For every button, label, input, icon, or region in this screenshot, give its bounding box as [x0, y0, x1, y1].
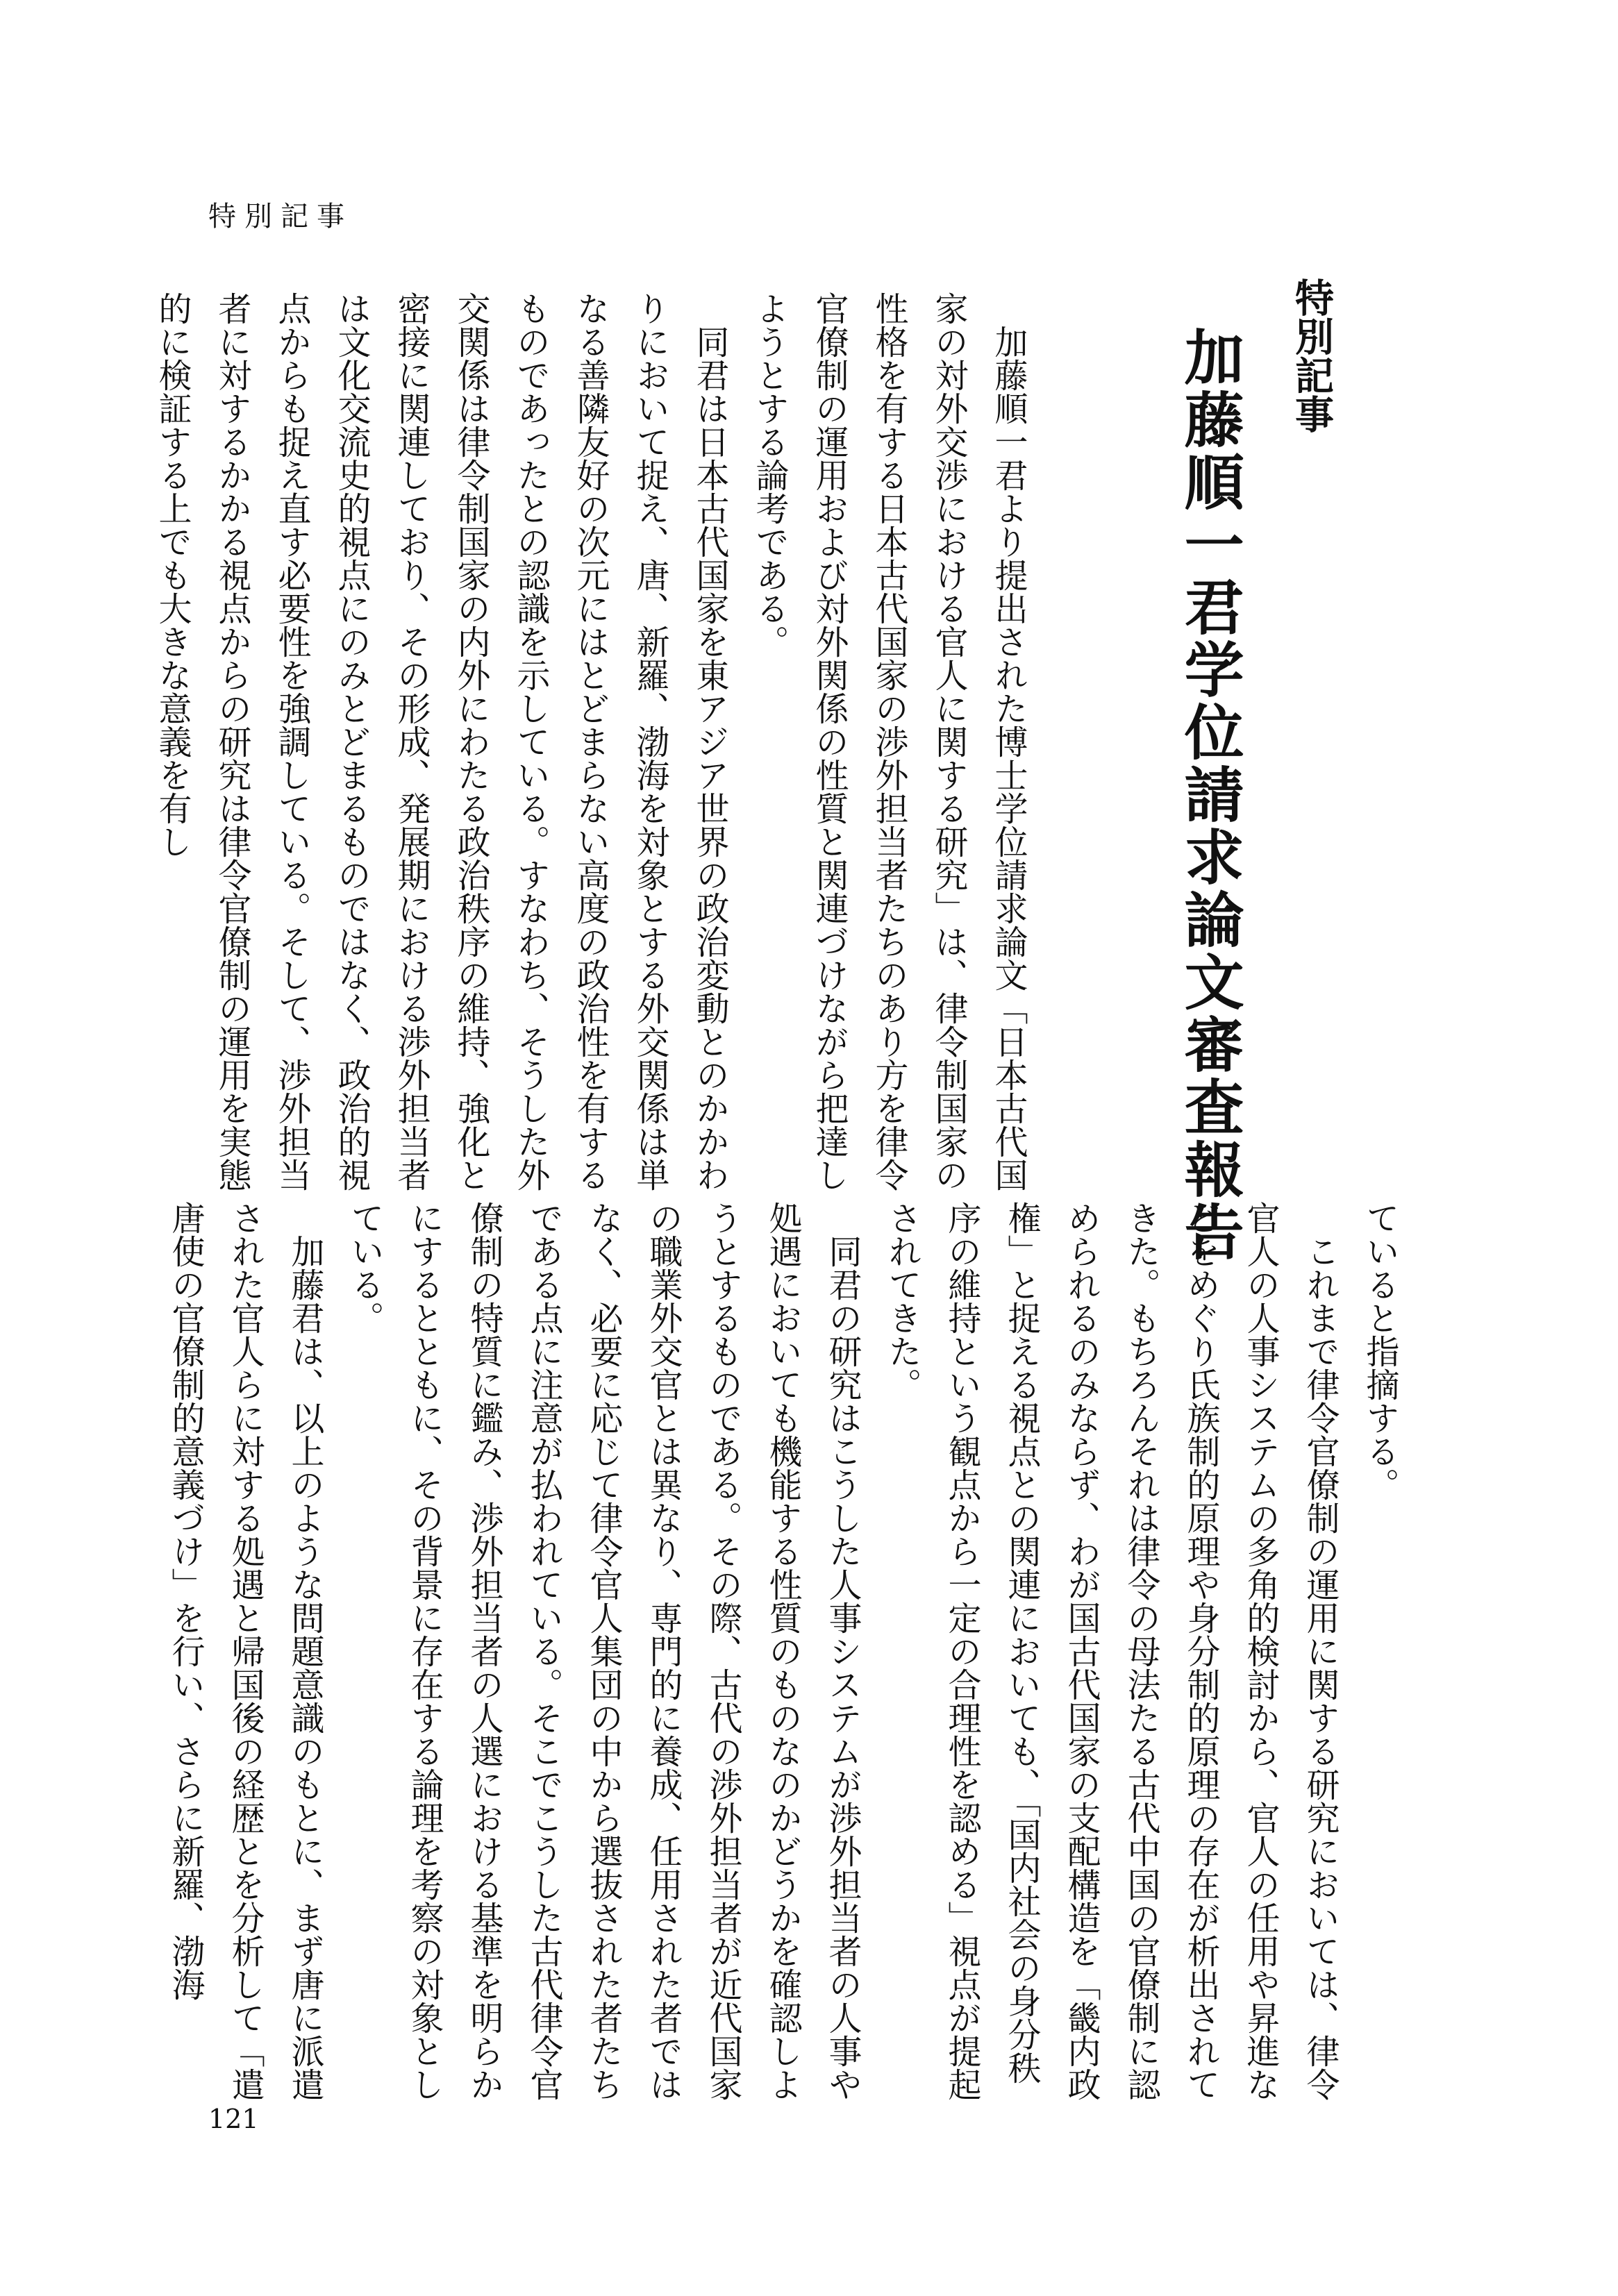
paragraph: 加藤君は、以上のような問題意識のもとに、まず唐に派遣された官人らに対する処遇と帰国後の経歴とを分析して「遣唐使の官僚制的意義づけ」を行い、さらに新羅、渤海 — [166, 1201, 324, 2101]
body-column-lower — [166, 1201, 1410, 2104]
section-label: 特別記事 — [1289, 278, 1334, 433]
body-column-upper — [135, 292, 1038, 1194]
page-number: 121 — [208, 2104, 259, 2134]
paragraph: 同君は日本古代国家を東アジア世界の政治変動とのかかわりにおいて捉え、唐、新羅、渤海を対象とする外交関係は単なる善隣友好の次元にはとどまらない高度の政治性を有するものであったとの認識を示している。すなわち、そうした外交関係は律令制国家の内外にわたる政治秩序の維持、強化と密接に関連しており、その形成、発展期における渉外担当者は文化交流史的視点にのみとどまるものではなく、政治的視点からも捉え直す必要性を強調している。そして、渉外担当者に対するかかる視点からの研究は律令官僚制の運用を実態的に検証する上でも大きな意義を有し — [153, 292, 729, 1191]
paragraph: これまで律令官僚制の運用に関する研究においては、律令官人の人事システムの多角的検討から、官人の任用や昇進などをめぐり氏族制的原理や身分制的原理の存在が析出されてきた。もちろんそれは律令の母法たる古代中国の官僚制に認められるのみならず、わが国古代国家の支配構造を「畿内政権」と捉える視点との関連においても、「国内社会の身分秩序の維持という観点から一定の合理性を認める」視点が提起されてきた。 — [883, 1201, 1340, 2101]
paragraph: 加藤順一君より提出された博士学位請求論文「日本古代国家の対外交渉における官人に関する研究」は、律令制国家の性格を有する日本古代国家の渉外担当者たちのあり方を律令官僚制の運用および対外関係の性質と関連づけながら把達しようとする論考である。 — [750, 292, 1028, 1191]
paragraph: ていると指摘する。 — [1360, 1201, 1399, 1501]
paragraph: 同君の研究はこうした人事システムが渉外担当者の人事や処遇においても機能する性質のものなのかどうかを確認しようとするものである。その際、古代の渉外担当者が近代国家の職業外交官とは異なり、専門的に養成、任用された者ではなく、必要に応じて律令官人集団の中から選抜された者たちである点に注意が払われている。そこでこうした古代律令官僚制の特質に鑑み、渉外担当者の人選における基準を明らかにするとともに、その背景に存在する論理を考察の対象としている。 — [345, 1201, 862, 2101]
running-head: 特別記事 — [208, 201, 353, 233]
page-title: 加藤順一君学位請求論文審査報告 — [1174, 326, 1244, 1264]
